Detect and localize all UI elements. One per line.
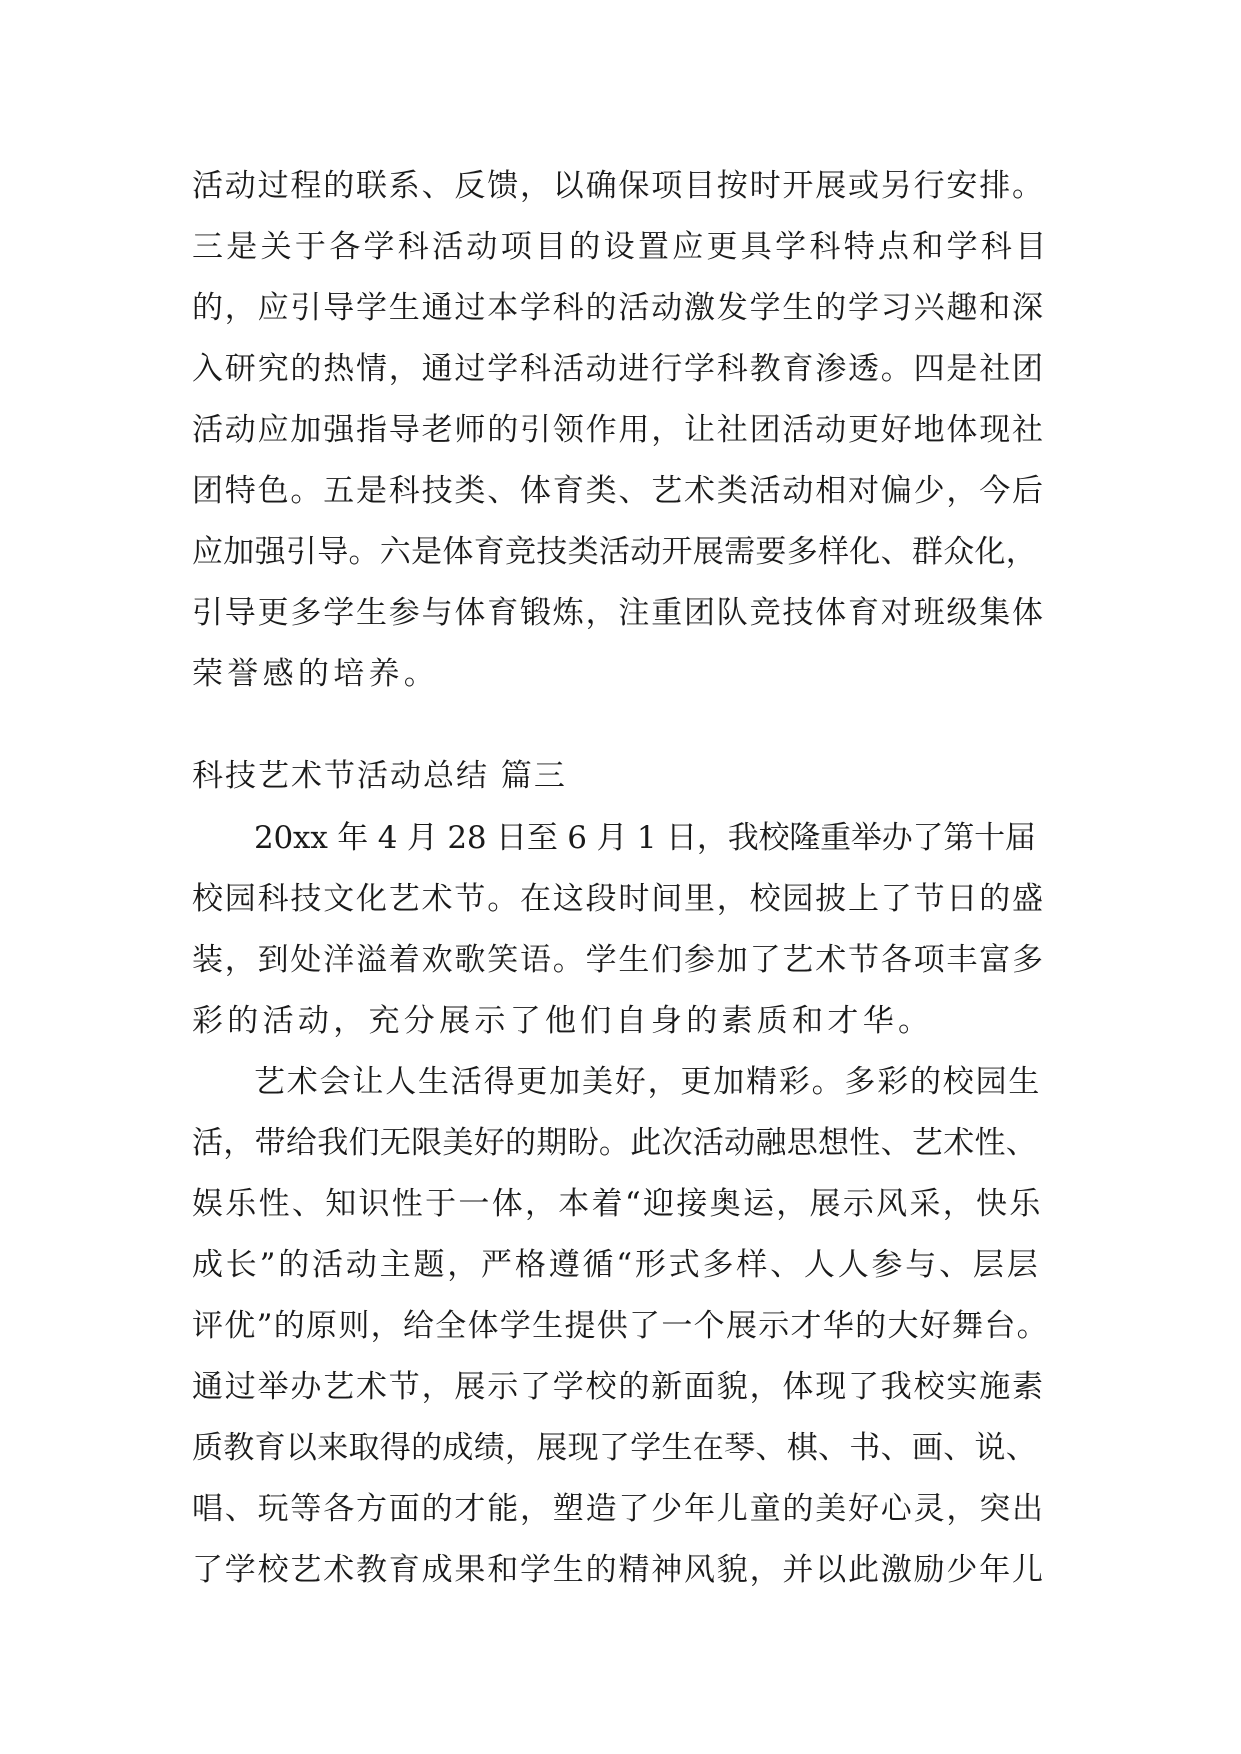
text-line: 娱乐性、知识性于一体，本着“迎接奥运，展示风采，快乐 bbox=[192, 1186, 1043, 1222]
text-line: 活动过程的联系、反馈，以确保项目按时开展或另行安排。 bbox=[192, 168, 1045, 204]
section-heading: 科技艺术节活动总结 篇三 bbox=[192, 758, 567, 794]
text-line: 彩的活动，充分展示了他们自身的素质和才华。 bbox=[192, 1003, 934, 1039]
text-line: 活动应加强指导老师的引领作用，让社团活动更好地体现社 bbox=[192, 412, 1045, 448]
text-line: 的，应引导学生通过本学科的活动激发学生的学习兴趣和深 bbox=[192, 290, 1045, 326]
text-line: 唱、玩等各方面的才能，塑造了少年儿童的美好心灵，突出 bbox=[192, 1491, 1045, 1527]
text-line: 质教育以来取得的成绩，展现了学生在琴、棋、书、画、说、 bbox=[192, 1430, 1038, 1466]
text-line: 活，带给我们无限美好的期盼。此次活动融思想性、艺术性、 bbox=[192, 1125, 1038, 1161]
text-line: 装，到处洋溢着欢歌笑语。学生们参加了艺术节各项丰富多 bbox=[192, 942, 1045, 978]
text-line: 评优”的原则，给全体学生提供了一个展示才华的大好舞台。 bbox=[192, 1308, 1049, 1344]
text-line: 团特色。五是科技类、体育类、艺术类活动相对偏少，今后 bbox=[192, 473, 1045, 509]
text-line: 艺术会让人生活得更加美好，更加精彩。多彩的校园生 bbox=[254, 1064, 1042, 1100]
text-line: 校园科技文化艺术节。在这段时间里，校园披上了节日的盛 bbox=[192, 881, 1045, 917]
text-line: 通过举办艺术节，展示了学校的新面貌，体现了我校实施素 bbox=[192, 1369, 1045, 1405]
text-line: 了学校艺术教育成果和学生的精神风貌，并以此激励少年儿 bbox=[192, 1552, 1045, 1588]
text-line: 应加强引导。六是体育竞技类活动开展需要多样化、群众化， bbox=[192, 534, 1038, 570]
text-line: 引导更多学生参与体育锻炼，注重团队竞技体育对班级集体 bbox=[192, 595, 1045, 631]
text-line: 三是关于各学科活动项目的设置应更具学科特点和学科目 bbox=[192, 229, 1050, 265]
text-line: 20xx 年 4 月 28 日至 6 月 1 日，我校隆重举办了第十届 bbox=[254, 820, 1036, 856]
text-line: 成长”的活动主题，严格遵循“形式多样、人人参与、层层 bbox=[192, 1247, 1041, 1283]
text-line: 荣誉感的培养。 bbox=[192, 656, 440, 692]
text-line: 入研究的热情，通过学科活动进行学科教育渗透。四是社团 bbox=[192, 351, 1045, 387]
